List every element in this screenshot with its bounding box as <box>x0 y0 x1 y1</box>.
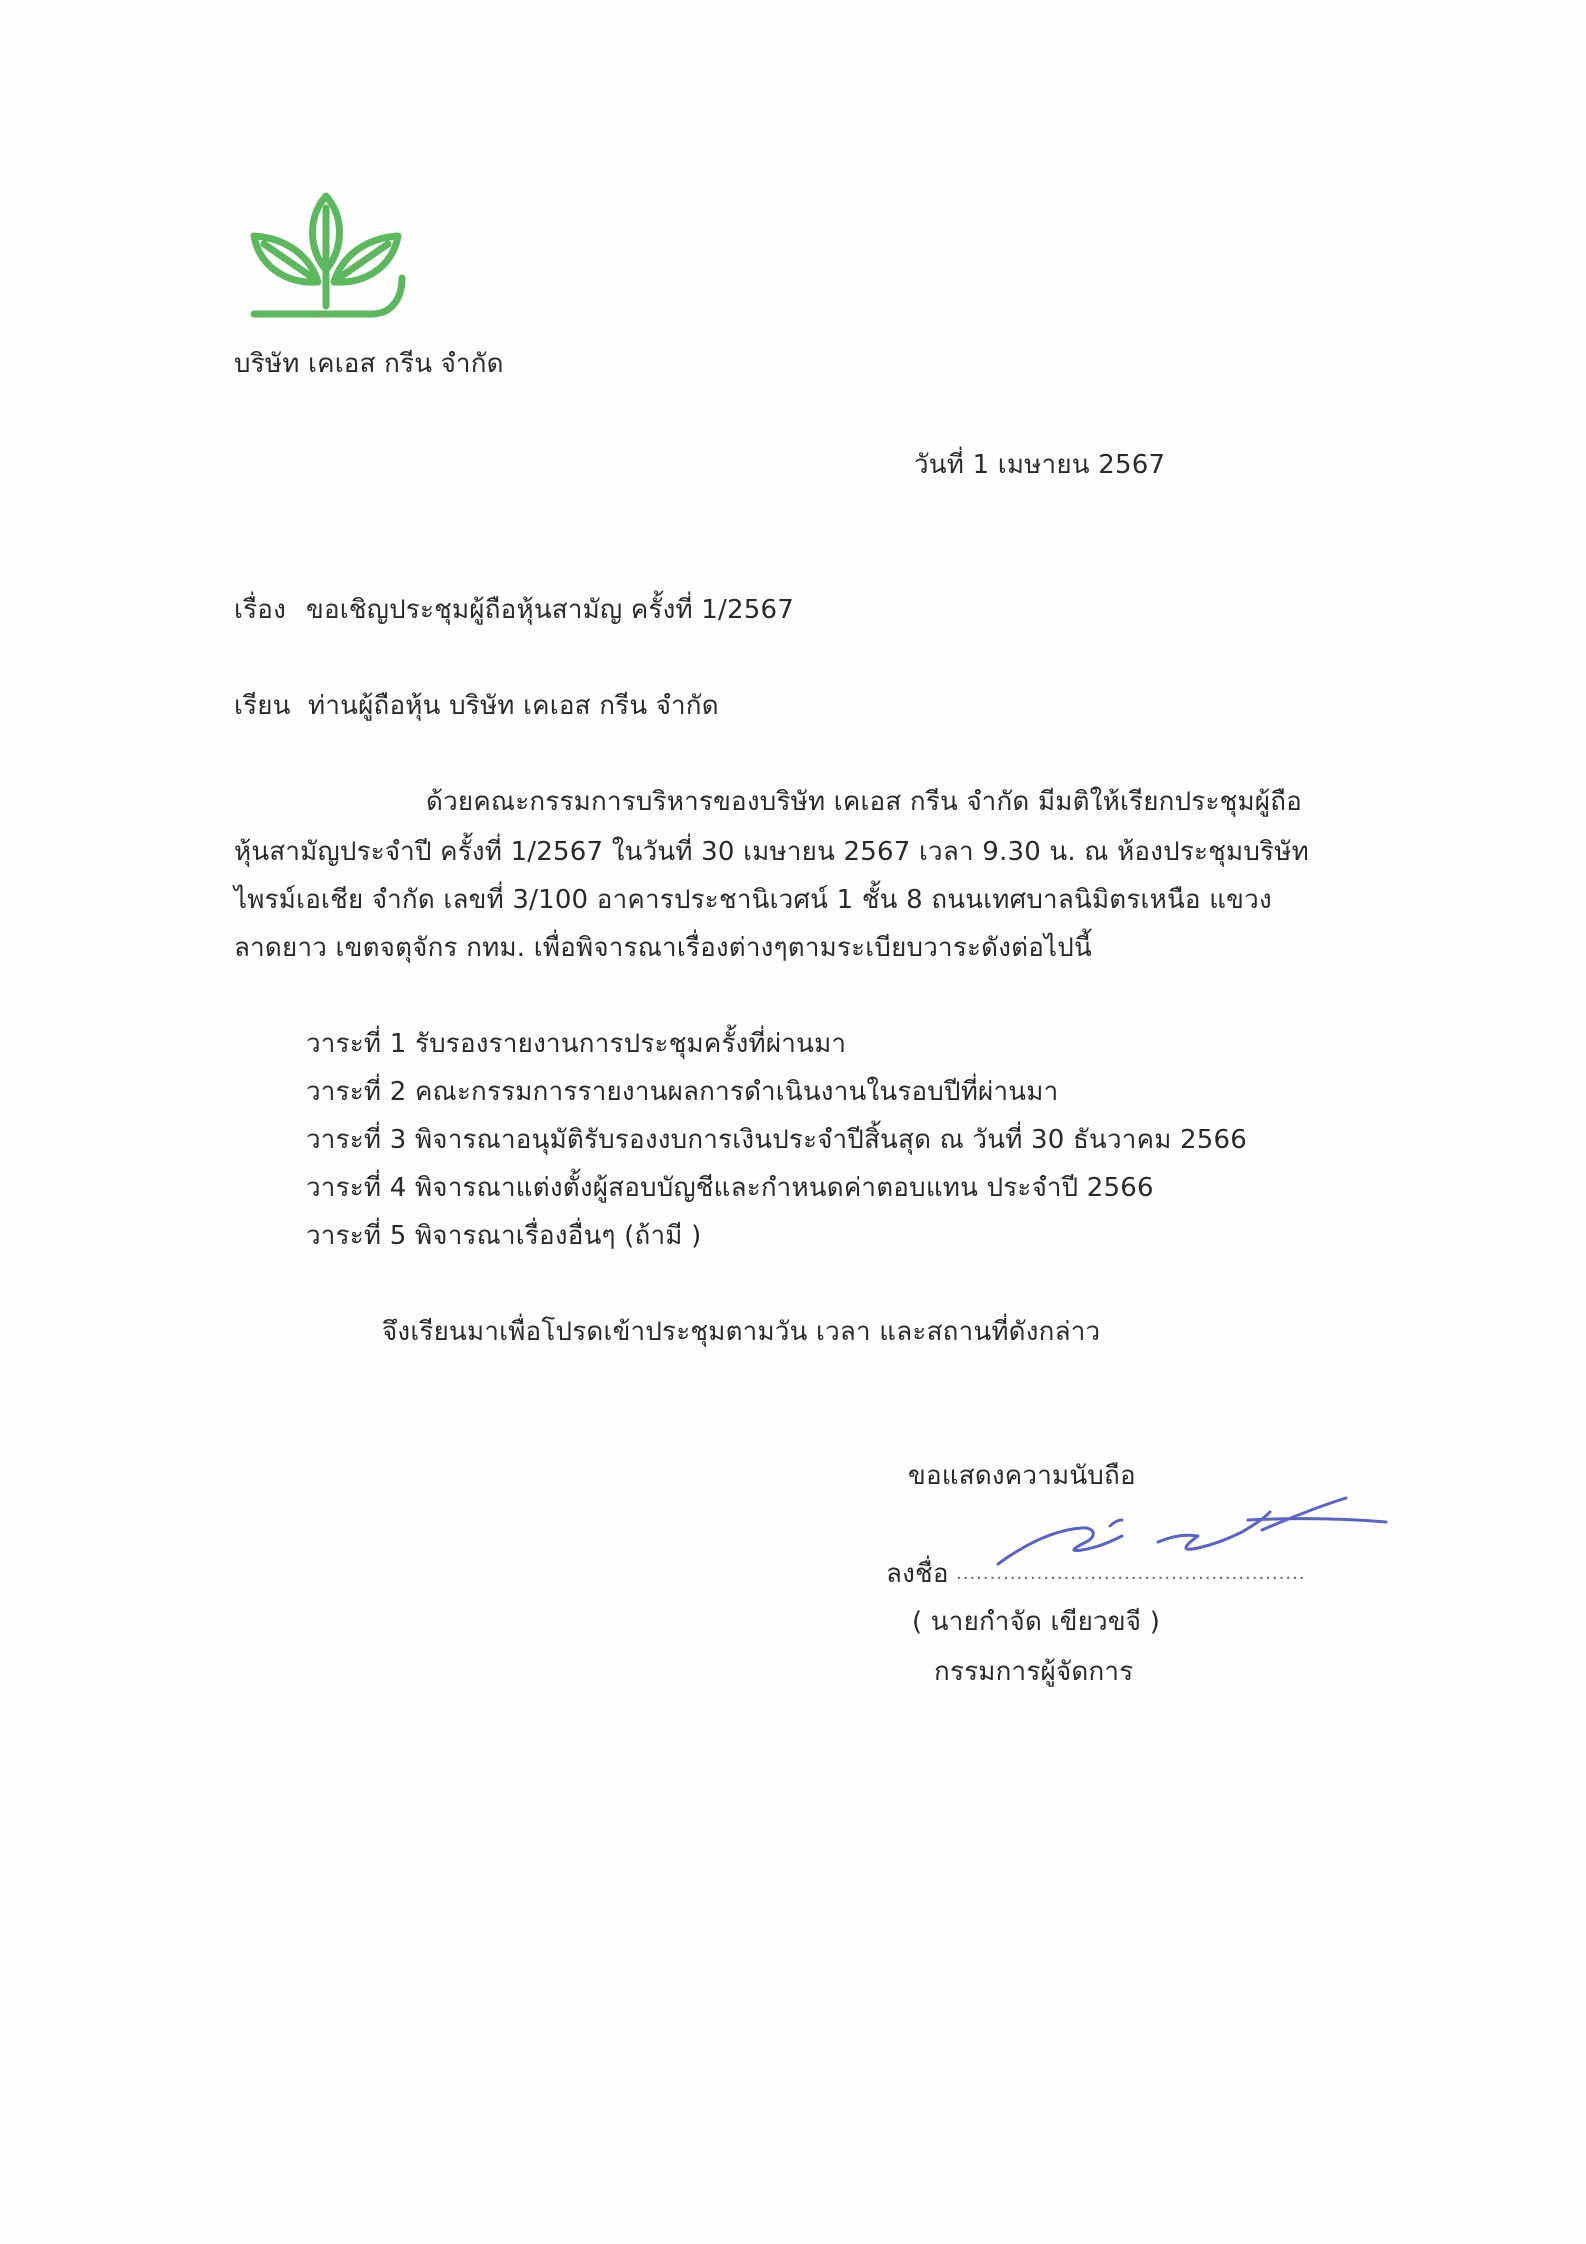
recipient-label: เรียน <box>234 691 291 721</box>
agenda-item: วาระที่ 3 พิจารณาอนุมัติรับรองงบการเงินประจำปีสิ้นสุด ณ วันที่ 30 ธันวาคม 2566 <box>306 1125 1247 1155</box>
subject-text: ขอเชิญประชุมผู้ถือหุ้นสามัญ ครั้งที่ 1/2567 <box>306 595 794 625</box>
closing-line: จึงเรียนมาเพื่อโปรดเข้าประชุมตามวัน เวลา และสถานที่ดังกล่าว <box>382 1317 1101 1347</box>
agenda-item: วาระที่ 1 รับรองรายงานการประชุมครั้งที่ผ่านมา <box>306 1029 847 1059</box>
letter-date: วันที่ 1 เมษายน 2567 <box>914 450 1166 480</box>
leaf-sprout-logo-icon <box>246 186 406 326</box>
agenda-item: วาระที่ 4 พิจารณาแต่งตั้งผู้สอบบัญชีและกำหนดค่าตอบแทน ประจำปี 2566 <box>306 1173 1154 1203</box>
regards-text: ขอแสดงความนับถือ <box>908 1461 1136 1491</box>
handwritten-signature <box>990 1490 1400 1580</box>
sign-label: ลงชื่อ <box>886 1559 949 1589</box>
body-line: ไพรม์เอเชีย จำกัด เลขที่ 3/100 อาคารประชานิเวศน์ 1 ชั้น 8 ถนนเทศบาลนิมิตรเหนือ แขวง <box>234 885 1272 915</box>
signer-name: ( นายกำจัด เขียวขจี ) <box>912 1607 1161 1637</box>
signature-line: .................................................... <box>956 1563 1306 1584</box>
agenda-item: วาระที่ 5 พิจารณาเรื่องอื่นๆ (ถ้ามี ) <box>306 1221 702 1251</box>
agenda-item: วาระที่ 2 คณะกรรมการรายงานผลการดำเนินงานในรอบปีที่ผ่านมา <box>306 1077 1059 1107</box>
subject-label: เรื่อง <box>234 595 286 625</box>
signer-title: กรรมการผู้จัดการ <box>934 1657 1134 1687</box>
body-line: ด้วยคณะกรรมการบริหารของบริษัท เคเอส กรีน จำกัด มีมติให้เรียกประชุมผู้ถือ <box>426 787 1303 817</box>
body-line: หุ้นสามัญประจำปี ครั้งที่ 1/2567 ในวันที่ 30 เมษายน 2567 เวลา 9.30 น. ณ ห้องประชุมบริษัท <box>234 837 1309 867</box>
body-line: ลาดยาว เขตจตุจักร กทม. เพื่อพิจารณาเรื่องต่างๆตามระเบียบวาระดังต่อไปนี้ <box>234 933 1092 963</box>
company-name: บริษัท เคเอส กรีน จำกัด <box>234 349 504 379</box>
recipient-text: ท่านผู้ถือหุ้น บริษัท เคเอส กรีน จำกัด <box>308 691 719 721</box>
